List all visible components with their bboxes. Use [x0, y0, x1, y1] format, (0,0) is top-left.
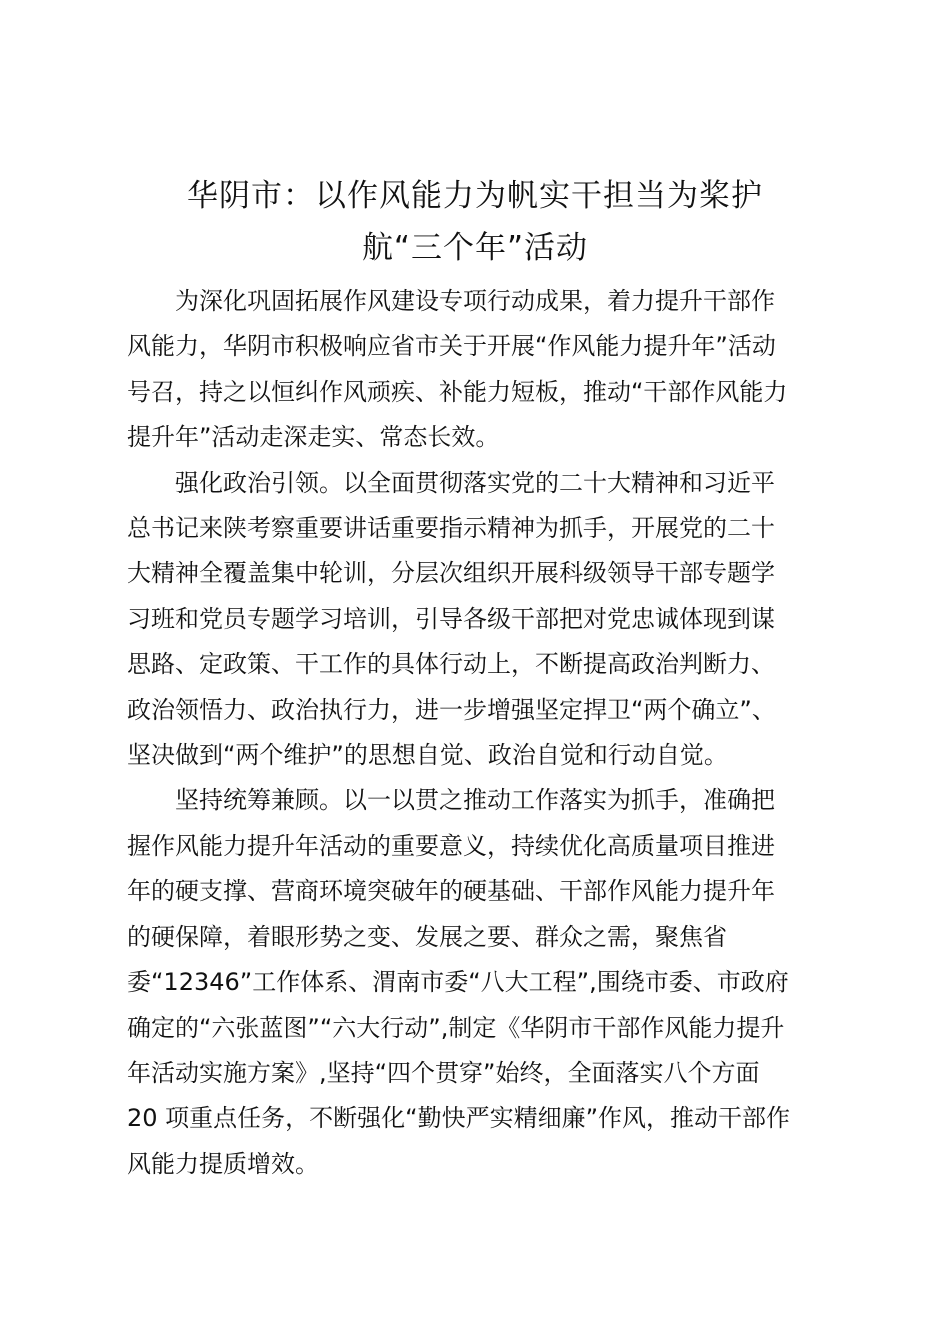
paragraph-political-guidance: 强化政治引领。以全面贯彻落实党的二十大精神和习近平 总书记来陕考察重要讲话重要指示精神为抓手，开展党的二十 大精神全覆盖集中轮训，分层次组织开展科级领导干部专题学 习班和党员专题学习培训，引导各级干部把对党忠诚体现到谋 思路、定政策、干工作的具体行动上，不断提高政治判断力、 政治领悟力、政治执行力，进一步增强坚定捍卫“两个确立”、 坚决做到“两个维护”的思想自觉、政治自觉和行动自觉。: [127, 468, 776, 770]
document-body: [127, 279, 832, 1187]
paragraph-overall-planning: 坚持统筹兼顾。以一以贯之推动工作落实为抓手，准确把 握作风能力提升年活动的重要意义，持续优化高质量项目推进 年的硬支撑、营商环境突破年的硬基础、干部作风能力提升年 的硬保障，着眼形势之变、发展之要、群众之需，聚焦省 委“12346”工作体系、渭南市委“八大工程”,围绕市委、市政府 确定的“六张蓝图”“六大行动”,制定《华阴市干部作风能力提升 年活动实施方案》,坚持“四个贯穿”始终，全面落实八个方面 20 项重点任务，不断强化“勤快严实精细廉”作风，推动干部作 风能力提质增效。: [127, 786, 791, 1178]
title-line-1: 华阴市：以作风能力为帆实干担当为桨护: [187, 178, 763, 214]
title-line-2: 航“三个年”活动: [361, 230, 589, 266]
document-title: [120, 170, 830, 274]
paragraph-intro: 为深化巩固拓展作风建设专项行动成果，着力提升干部作 风能力，华阴市积极响应省市关于开展“作风能力提升年”活动 号召，持之以恒纠作风顽疾、补能力短板，推动“干部作风能力 提升年”活动走深走实、常态长效。: [127, 287, 788, 452]
